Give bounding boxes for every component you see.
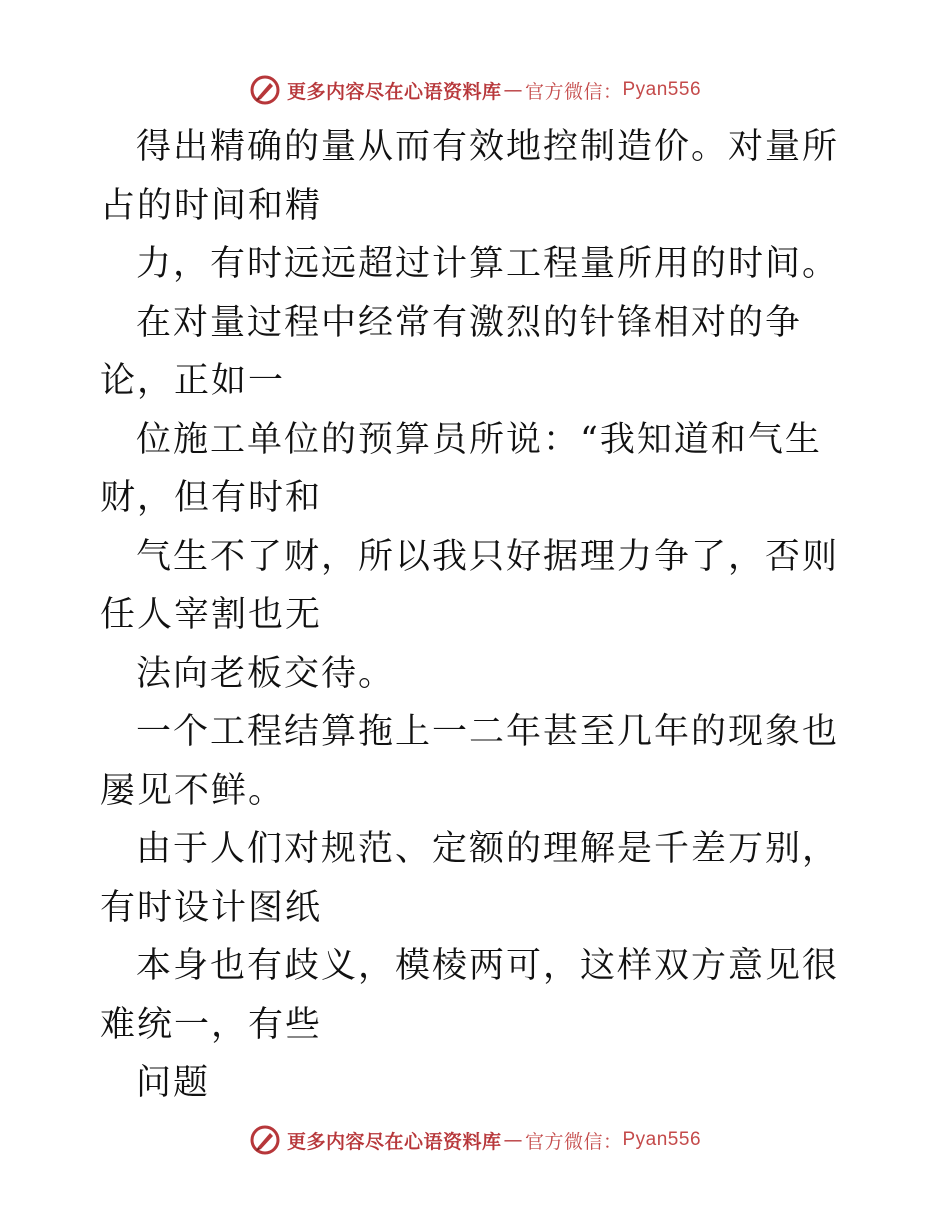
pen-logo-icon — [249, 74, 281, 106]
paragraph: 得出精确的量从而有效地控制造价。对量所占的时间和精 — [100, 127, 840, 226]
paragraph: 气生不了财，所以我只好据理力争了，否则任人宰割也无 — [100, 536, 840, 635]
document-body — [100, 118, 855, 1113]
pen-logo-icon — [249, 1124, 281, 1156]
header-banner — [0, 70, 950, 110]
paragraph: 问题 — [136, 1063, 211, 1103]
paragraph: 力，有时远远超过计算工程量所用的时间。 — [136, 244, 840, 284]
footer-separator: — — [503, 1129, 523, 1151]
header-separator: — — [503, 79, 523, 101]
paragraph: 法向老板交待。 — [136, 653, 396, 694]
paragraph: 由于人们对规范、定额的理解是千差万别，有时设计图纸 — [100, 829, 840, 928]
footer-banner — [0, 1120, 950, 1160]
paragraph: 在对量过程中经常有激烈的针锋相对的争论，正如一 — [100, 302, 803, 401]
header-wechat-label: 官方微信： — [524, 80, 623, 103]
paragraph: 一个工程结算拖上一二年甚至几年的现象也屡见不鲜。 — [100, 712, 840, 811]
header-wechat-id: Pyan556 — [622, 79, 702, 100]
footer-brand: 更多内容尽在心语资料库 — [286, 1130, 502, 1153]
footer-wechat-id: Pyan556 — [622, 1129, 702, 1150]
footer-wechat-label: 官方微信： — [524, 1130, 623, 1153]
paragraph: 本身也有歧义，模棱两可，这样双方意见很难统一，有些 — [100, 946, 840, 1045]
paragraph: 位施工单位的预算员所说：“我知道和气生财，但有时和 — [100, 419, 822, 518]
header-brand: 更多内容尽在心语资料库 — [286, 80, 502, 103]
